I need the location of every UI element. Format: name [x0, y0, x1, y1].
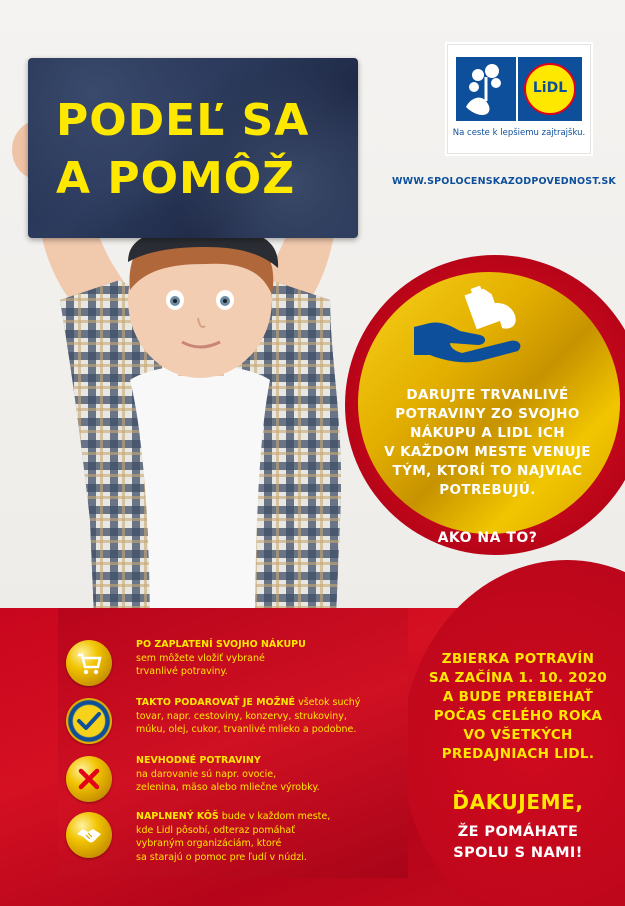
tree-hand-icon: [456, 57, 516, 121]
thanks-text: [418, 822, 618, 864]
donation-hand-icon: [410, 283, 530, 363]
step-heading: PO ZAPLATENÍ SVOJHO NÁKUPU: [136, 639, 306, 650]
info-line: ZBIERKA POTRAVÍN: [441, 651, 595, 667]
collection-info: [418, 650, 618, 764]
donation-line: V KAŽDOM MESTE VENUJE: [384, 444, 591, 460]
info-line: PREDAJNIACH LIDL.: [441, 746, 595, 762]
donation-line: TÝM, KTORÍ TO NAJVIAC: [392, 463, 583, 479]
cart-icon: [66, 640, 112, 686]
sign-title: [56, 92, 356, 208]
lidl-logo: [447, 44, 591, 154]
sign-line-1: PODEĽ SA: [56, 95, 310, 146]
step-text: [136, 810, 416, 864]
step-heading-tail: bude v každom meste,: [218, 811, 331, 822]
step-line: zelenina, mäso alebo mliečne výrobky.: [136, 782, 320, 793]
step-text: [136, 638, 416, 679]
info-line: SA ZAČÍNA 1. 10. 2020: [428, 670, 608, 686]
step-text: [136, 754, 416, 795]
website-link[interactable]: WWW.SPOLOCENSKAZODPOVEDNOST.SK: [392, 176, 616, 187]
donation-line: POTREBUJÚ.: [439, 482, 536, 498]
step-text: [136, 696, 416, 737]
thanks-heading: ĎAKUJEME,: [452, 790, 584, 814]
info-line: VO VŠETKÝCH: [463, 727, 573, 743]
step-item-unsuitable: [66, 756, 406, 806]
donation-description: [370, 386, 605, 500]
sign-line-2: A POMÔŽ: [56, 153, 296, 204]
logo-tagline: Na ceste k lepšiemu zajtrajšku.: [452, 128, 586, 138]
donation-line: POTRAVINY ZO SVOJHO: [395, 406, 580, 422]
step-heading: NEVHODNÉ POTRAVINY: [136, 755, 261, 766]
how-to-heading: AKO NA TO?: [437, 530, 538, 546]
step-heading-tail: všetok suchý: [295, 697, 361, 708]
step-line: sem môžete vložiť vybrané: [136, 652, 265, 664]
step-item-cart: [66, 640, 406, 690]
step-heading: TAKTO PODAROVAŤ JE MOŽNÉ: [136, 697, 296, 708]
step-line: sa starajú o pomoc pre ľudí v núdzi.: [136, 851, 307, 863]
lidl-circle-icon: [524, 63, 576, 115]
step-line: tovar, napr. cestoviny, konzervy, strukoviny,: [136, 710, 347, 722]
step-line: na darovanie sú napr. ovocie,: [136, 768, 277, 780]
donation-line: NÁKUPU A LIDL ICH: [410, 425, 565, 441]
step-line: múku, olej, cukor, trvanlivé mlieko a podobne.: [136, 724, 357, 735]
step-line: vybraným organizáciám, ktoré: [136, 838, 282, 849]
donation-line: DARUJTE TRVANLIVÉ: [406, 387, 569, 403]
info-line: POČAS CELÉHO ROKA: [433, 708, 603, 724]
handshake-icon: [66, 812, 112, 858]
checkmark-icon: [66, 698, 112, 744]
step-line: kde Lidl pôsobí, odteraz pomáhať: [136, 824, 295, 836]
lidl-brand-text: LiDL: [532, 80, 568, 96]
thanks-line: SPOLU S NAMI!: [453, 845, 583, 861]
step-heading: NAPLNENÝ KÔŠ: [136, 811, 219, 822]
sign-board: [28, 58, 358, 238]
info-line: A BUDE PREBIEHAŤ: [442, 689, 594, 705]
step-item-basket: [66, 812, 406, 862]
step-item-allowed: [66, 698, 406, 748]
step-line: trvanlivé potraviny.: [136, 666, 228, 677]
cross-icon: [66, 756, 112, 802]
thanks-line: ŽE POMÁHATE: [457, 824, 579, 840]
lidl-emblem: [518, 57, 582, 121]
